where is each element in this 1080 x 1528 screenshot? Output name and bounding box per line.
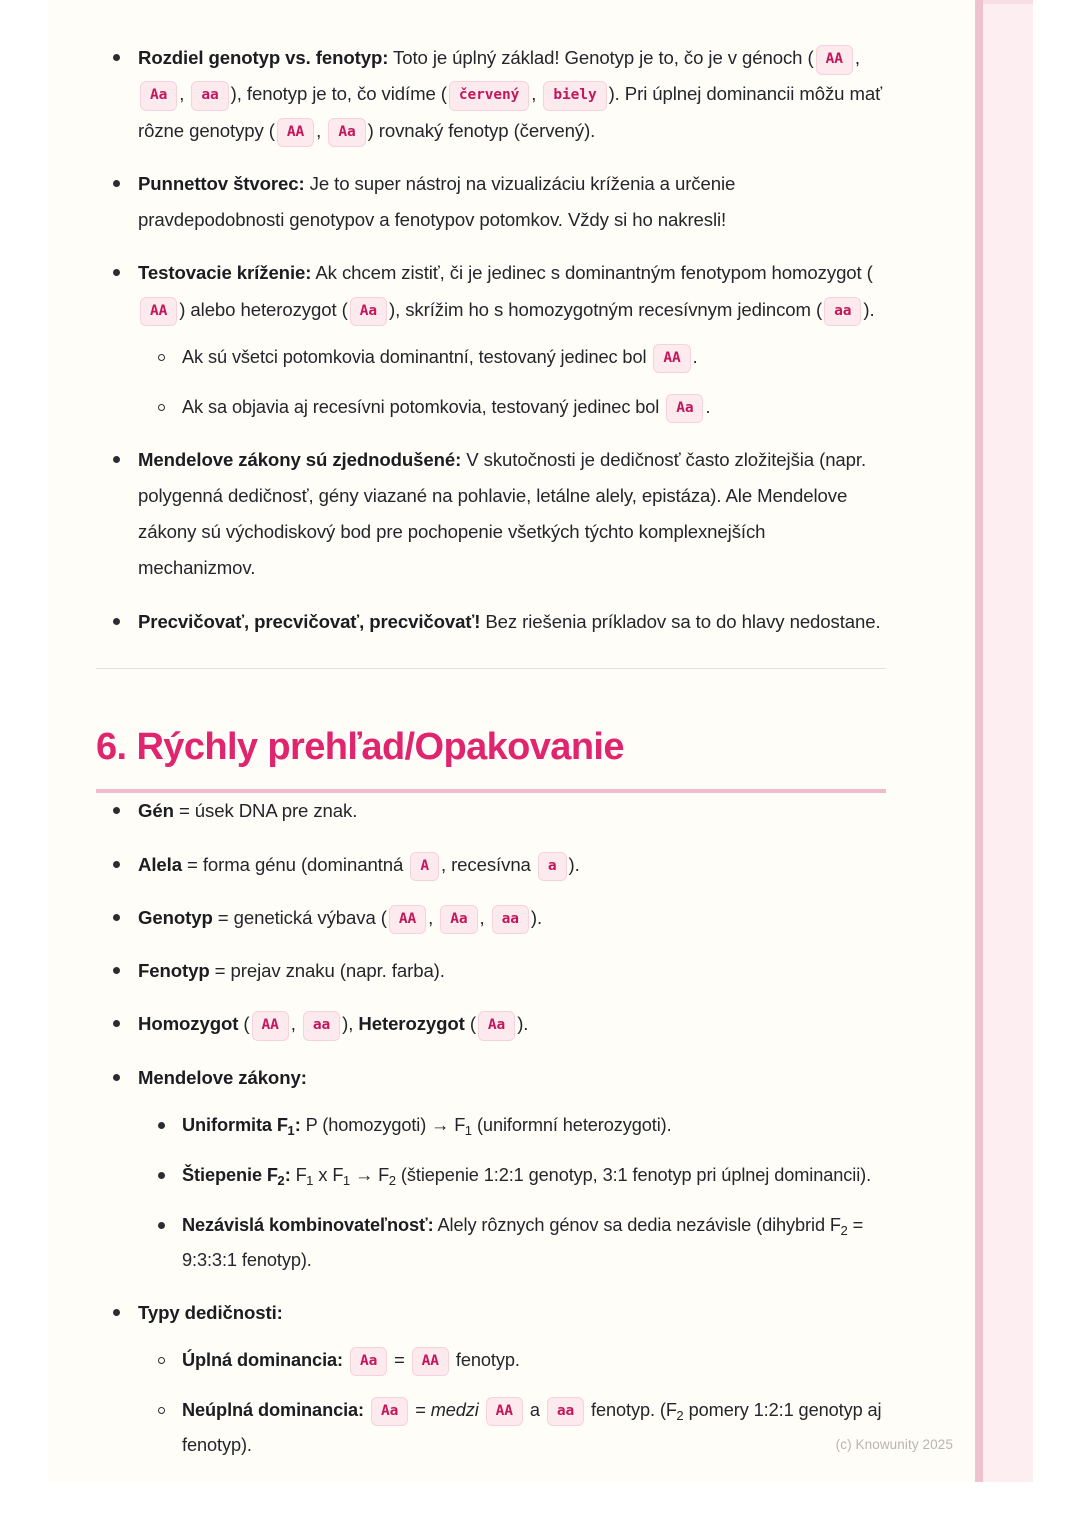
emphasis-text: Úplná dominancia:	[182, 1349, 343, 1370]
sub-list-item	[138, 340, 886, 375]
body-text: ).	[530, 906, 543, 928]
emphasis-text: Uniformita F	[182, 1114, 288, 1135]
list-item-term: Homozygot	[138, 1013, 239, 1035]
list-item-term: Precvičovať, precvičovať, precvičovať!	[138, 610, 481, 632]
emphasis-text: Heterozygot	[358, 1013, 465, 1035]
genotype-chip: AA	[412, 1347, 449, 1377]
body-text: .	[705, 396, 711, 417]
note-content	[96, 40, 886, 1480]
body-text: Ak sú všetci potomkovia dominantní, testovaný jedinec bol	[182, 346, 652, 367]
body-text: (	[238, 1013, 250, 1035]
bullet-icon	[158, 1172, 165, 1179]
emphasis-text: :	[294, 1114, 301, 1135]
bullet-icon	[113, 967, 120, 974]
body-text: = úsek DNA pre znak.	[173, 800, 358, 822]
body-text	[364, 1400, 369, 1420]
generation-subscript: 2	[277, 1172, 285, 1188]
body-text: = genetická výbava (	[212, 906, 387, 928]
body-text: P (homozygoti) → F	[300, 1114, 466, 1135]
list-item-term: Gén	[138, 800, 174, 822]
page-side-panel-top-edge	[983, 0, 1033, 4]
bullet-icon	[113, 1020, 120, 1027]
body-text: ). Pri úplnej dominancii môžu mať rôzne genotypy (	[138, 83, 882, 141]
list-item	[96, 40, 886, 149]
body-text: ,	[290, 1013, 301, 1035]
list-item-term: Mendelove zákony:	[138, 1066, 307, 1088]
list-item	[96, 442, 886, 587]
list-item-term: Punnettov štvorec:	[138, 172, 305, 194]
generation-subscript: 1	[287, 1122, 295, 1138]
sub-list-item	[138, 1108, 886, 1143]
genotype-chip: aa	[492, 905, 529, 935]
list-item-term: Alela	[138, 853, 182, 875]
genotype-chip: a	[538, 852, 567, 882]
bullet-icon	[113, 54, 120, 61]
body-text: ),	[342, 1013, 359, 1035]
body-text: (štiepenie 1:2:1 genotyp, 3:1 fenotyp pri úplnej dominancii).	[395, 1164, 872, 1185]
body-text: a	[524, 1399, 545, 1420]
list-item	[96, 166, 886, 239]
sub-list-item	[138, 1158, 886, 1193]
list-item	[96, 604, 886, 640]
genotype-chip: aa	[191, 81, 228, 111]
page-spine-edge	[975, 0, 983, 1482]
body-text	[343, 1350, 348, 1370]
page-title: 6. Rýchly prehľad/Opakovanie	[96, 725, 624, 768]
bullet-icon	[113, 914, 120, 921]
bullet-icon	[113, 861, 120, 868]
genotype-chip: AA	[816, 45, 853, 75]
body-text: → F	[350, 1164, 390, 1185]
page-side-panel	[983, 0, 1033, 1482]
genotype-chip: červený	[449, 81, 529, 111]
genotype-chip: Aa	[328, 118, 365, 148]
section-divider	[96, 668, 886, 669]
genotype-chip: Aa	[478, 1011, 515, 1041]
list-item	[96, 793, 886, 829]
sub-list-item	[138, 1393, 886, 1463]
body-text: ), fenotyp je to, čo vidíme (	[230, 83, 447, 105]
bullet-icon	[158, 354, 165, 361]
body-text: (	[464, 1013, 476, 1035]
bullet-icon	[158, 404, 165, 411]
list-item-term: Genotyp	[138, 906, 213, 928]
genotype-chip: AA	[389, 905, 426, 935]
body-text: ,	[316, 119, 327, 141]
list-item-term: Mendelove zákony sú zjednodušené:	[138, 448, 462, 470]
body-text: V skutočnosti je dedičnosť často zložitejšia (napr. polygenná dedičnosť, gény viazané na pohlavie, letálne alely, epistáza). Ale Mendelove zákony sú východiskový bod pre pochopenie všetkých týchto komplexnejších mechanizmov.	[138, 448, 867, 579]
italic-text: medzi	[430, 1399, 479, 1420]
bullet-icon	[158, 1407, 165, 1414]
list-item	[96, 1060, 886, 1278]
body-text: fenotyp.	[450, 1349, 520, 1370]
genotype-chip: AA	[277, 118, 314, 148]
list-item	[96, 1006, 886, 1042]
body-text: Bez riešenia príkladov sa to do hlavy nedostane.	[480, 610, 881, 632]
body-text: = 9:3:3:1 fenotyp).	[182, 1214, 864, 1270]
generation-subscript: 2	[840, 1222, 848, 1238]
key-takeaways-list	[96, 40, 886, 640]
bullet-icon	[113, 618, 120, 625]
copyright-watermark: (c) Knowunity 2025	[835, 1437, 953, 1452]
bullet-icon	[158, 1357, 165, 1364]
body-text: Ak sa objavia aj recesívni potomkovia, testovaný jedinec bol	[182, 396, 665, 417]
sub-list	[138, 1343, 886, 1463]
body-text: ,	[531, 83, 542, 105]
generation-subscript: 1	[342, 1172, 351, 1188]
body-text: ) rovnaký fenotyp (červený).	[367, 119, 596, 141]
sub-list-item	[138, 1343, 886, 1378]
emphasis-text: Štiepenie F	[182, 1164, 278, 1185]
genotype-chip: Aa	[440, 905, 477, 935]
bullet-icon	[113, 1309, 120, 1316]
genotype-chip: A	[410, 852, 439, 882]
body-text: x F	[313, 1164, 344, 1185]
list-item-term: Typy dedičnosti:	[138, 1301, 283, 1323]
sub-list	[138, 340, 886, 425]
body-text: , recesívna	[440, 853, 536, 875]
genotype-chip: biely	[543, 81, 606, 111]
list-item-term: Fenotyp	[138, 960, 210, 982]
body-text: pomery 1:2:1 genotyp aj fenotyp).	[182, 1399, 882, 1455]
genotype-chip: aa	[824, 297, 861, 327]
generation-subscript: 1	[306, 1172, 314, 1188]
emphasis-text: Neúplná dominancia:	[182, 1399, 365, 1420]
generation-subscript: 2	[388, 1172, 396, 1188]
list-item	[96, 953, 886, 989]
bullet-icon	[158, 1222, 165, 1229]
body-text: ,	[479, 906, 490, 928]
emphasis-text: Nezávislá kombinovateľnosť:	[182, 1214, 434, 1235]
bullet-icon	[113, 807, 120, 814]
list-item-term: Rozdiel genotyp vs. fenotyp:	[138, 47, 389, 68]
body-text	[479, 1400, 484, 1420]
body-text: Toto je úplný základ! Genotyp je to, čo je v génoch (	[388, 47, 814, 68]
genotype-chip: AA	[252, 1011, 289, 1041]
body-text: = forma génu (dominantná	[181, 853, 409, 875]
genotype-chip: Aa	[140, 81, 177, 111]
study-note-page	[48, 0, 975, 1482]
quick-review-list	[96, 793, 886, 1462]
body-text: F	[290, 1164, 307, 1185]
list-item-term: Testovacie kríženie:	[138, 262, 312, 284]
genotype-chip: AA	[486, 1397, 523, 1427]
emphasis-text: :	[284, 1164, 291, 1185]
list-item	[96, 847, 886, 883]
genotype-chip: Aa	[666, 394, 703, 424]
body-text: =	[410, 1399, 431, 1420]
body-text: fenotyp. (F	[586, 1399, 677, 1420]
genotype-chip: Aa	[371, 1397, 408, 1427]
body-text: =	[389, 1349, 410, 1370]
list-item	[96, 900, 886, 936]
genotype-chip: Aa	[350, 1347, 387, 1377]
bullet-icon	[158, 1122, 165, 1129]
bullet-icon	[113, 456, 120, 463]
body-text: ) alebo heterozygot (	[179, 298, 348, 320]
sub-list-item	[138, 1208, 886, 1278]
genotype-chip: AA	[140, 297, 177, 327]
body-text: ).	[863, 298, 875, 320]
body-text: ).	[517, 1013, 529, 1035]
list-item	[96, 255, 886, 424]
sub-list	[138, 1108, 886, 1278]
body-text: ,	[179, 83, 190, 105]
body-text: Je to super nástroj na vizualizáciu kríženia a určenie pravdepodobnosti genotypov a fenotypov potomkov. Vždy si ho nakresli!	[138, 172, 736, 230]
body-text: ).	[568, 853, 580, 875]
bullet-icon	[113, 1074, 120, 1081]
body-text: ,	[428, 906, 439, 928]
generation-subscript: 1	[464, 1122, 473, 1138]
body-text: = prejav znaku (napr. farba).	[209, 960, 445, 982]
genotype-chip: aa	[547, 1397, 584, 1427]
genotype-chip: AA	[653, 344, 690, 374]
bullet-icon	[113, 269, 120, 276]
genotype-chip: Aa	[350, 297, 387, 327]
body-text: .	[692, 346, 698, 367]
body-text: (uniformní heterozygoti).	[472, 1114, 672, 1135]
body-text: ,	[854, 47, 860, 68]
generation-subscript: 2	[676, 1407, 684, 1423]
body-text: Alely rôznych génov sa dedia nezávisle (dihybrid F	[433, 1214, 841, 1235]
bullet-icon	[113, 180, 120, 187]
sub-list-item	[138, 390, 886, 425]
genotype-chip: aa	[303, 1011, 340, 1041]
list-item	[96, 1295, 886, 1463]
body-text: ), skrížim ho s homozygotným recesívnym jedincom (	[388, 298, 823, 320]
body-text: Ak chcem zistiť, či je jedinec s dominantným fenotypom homozygot (	[311, 262, 873, 284]
